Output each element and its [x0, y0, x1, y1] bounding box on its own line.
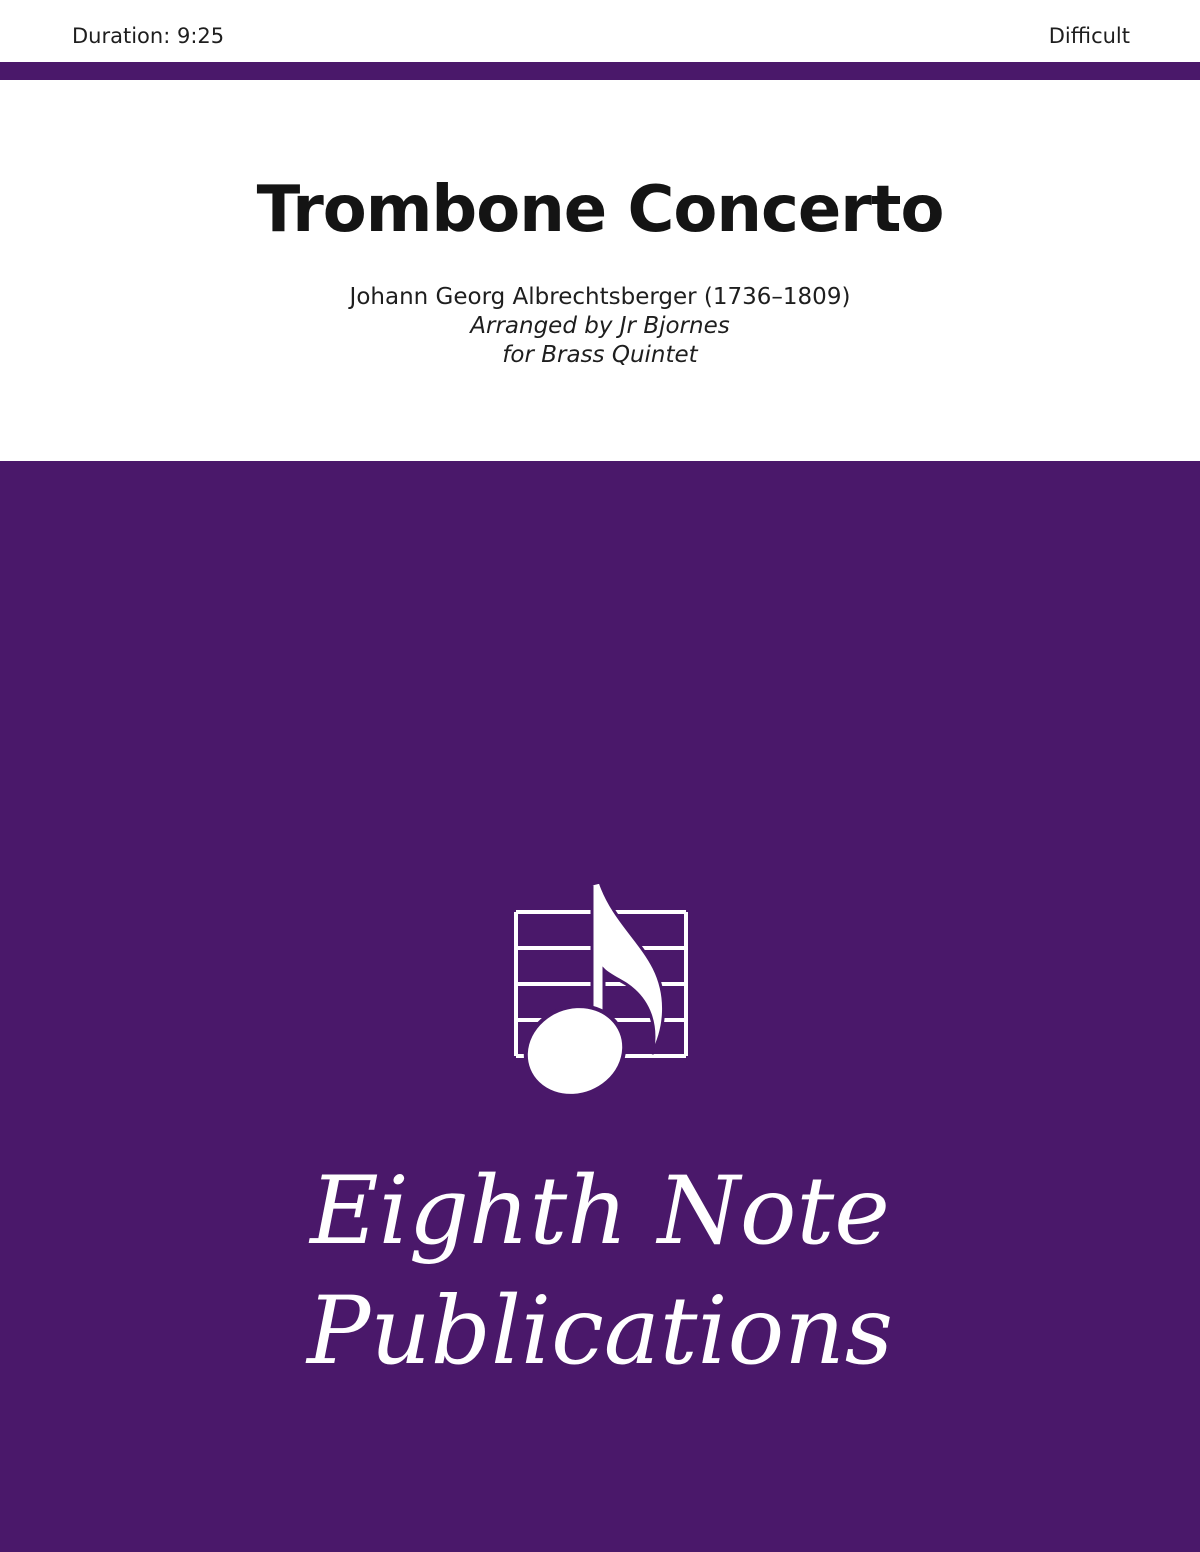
difficulty-label: Difficult	[1048, 24, 1130, 48]
header-bar	[0, 0, 1200, 62]
ensemble-credit: for Brass Quintet	[502, 342, 698, 368]
eighth-note-on-staff-icon	[508, 878, 692, 1100]
duration-label: Duration: 9:25	[72, 24, 225, 48]
arranger-credit: Arranged by Jr Bjornes	[470, 313, 730, 339]
header-stripe	[0, 62, 1200, 80]
publisher-name-line-1: Eighth Note	[310, 1157, 890, 1266]
composer-credit: Johann Georg Albrechtsberger (1736–1809)	[349, 284, 851, 310]
publisher-name-line-2: Publications	[307, 1277, 893, 1386]
page-title: Trombone Concerto	[256, 173, 944, 247]
title-area	[0, 80, 1200, 461]
